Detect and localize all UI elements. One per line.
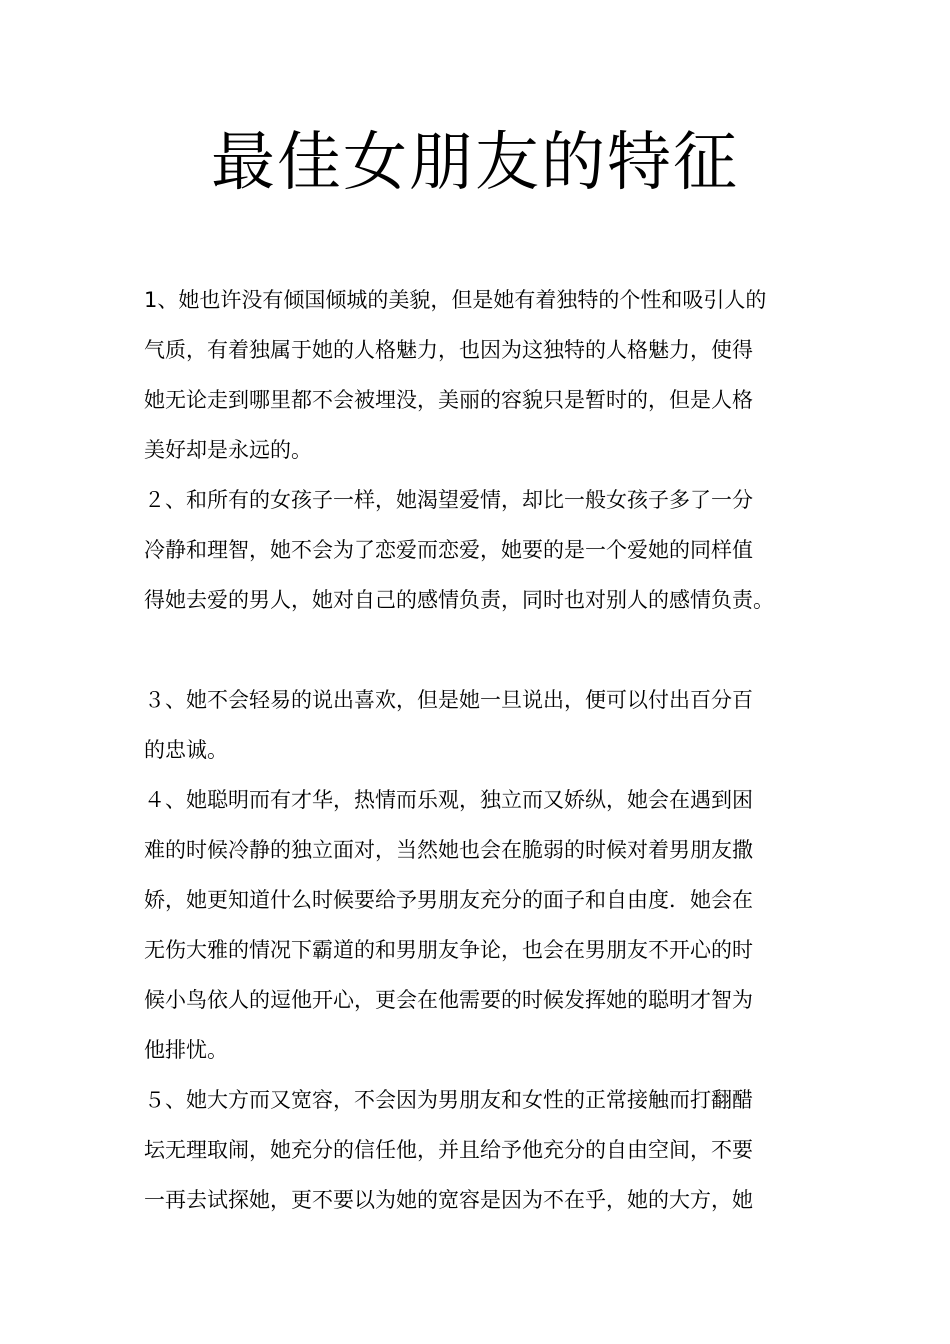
paragraph-2-line-2: 冷静和理智，她不会为了恋爱而恋爱，她要的是一个爱她的同样值	[144, 538, 753, 562]
paragraph-1-line-2: 气质，有着独属于她的人格魅力，也因为这独特的人格魅力，使得	[144, 338, 753, 362]
document-title: 最佳女朋友的特征	[211, 126, 739, 200]
paragraph-3-line-1: ３、她不会轻易的说出喜欢，但是她一旦说出，便可以付出百分百	[144, 688, 753, 712]
paragraph-5-line-3: 一再去试探她，更不要以为她的宽容是因为不在乎，她的大方，她	[144, 1188, 753, 1212]
paragraph-5-line-2: 坛无理取闹，她充分的信任他，并且给予他充分的自由空间，不要	[144, 1138, 753, 1162]
paragraph-4-line-5: 候小鸟依人的逗他开心，更会在他需要的时候发挥她的聪明才智为	[144, 988, 753, 1012]
paragraph-4-line-4: 无伤大雅的情况下霸道的和男朋友争论，也会在男朋友不开心的时	[144, 938, 753, 962]
paragraph-4-line-6: 他排忧。	[144, 1038, 228, 1062]
paragraph-4-line-1: ４、她聪明而有才华，热情而乐观，独立而又娇纵，她会在遇到困	[144, 788, 753, 812]
paragraph-4-line-2: 难的时候冷静的独立面对，当然她也会在脆弱的时候对着男朋友撒	[144, 838, 753, 862]
paragraph-1-line-4: 美好却是永远的。	[144, 438, 312, 462]
paragraph-3-line-2: 的忠诚。	[144, 738, 228, 762]
paragraph-2-line-3: 得她去爱的男人，她对自己的感情负责，同时也对别人的感情负责。	[144, 588, 774, 612]
document-body	[144, 275, 824, 1225]
paragraph-1-line-1: 1、她也许没有倾国倾城的美貌，但是她有着独特的个性和吸引人的	[144, 288, 767, 312]
paragraph-1-line-3: 她无论走到哪里都不会被埋没，美丽的容貌只是暂时的，但是人格	[144, 388, 753, 412]
paragraph-2-line-1: ２、和所有的女孩子一样，她渴望爱情，却比一般女孩子多了一分	[144, 488, 753, 512]
paragraph-5-line-1: ５、她大方而又宽容，不会因为男朋友和女性的正常接触而打翻醋	[144, 1088, 753, 1112]
paragraph-spacer	[144, 625, 824, 675]
paragraph-4-line-3: 娇，她更知道什么时候要给予男朋友充分的面子和自由度．她会在	[144, 888, 753, 912]
